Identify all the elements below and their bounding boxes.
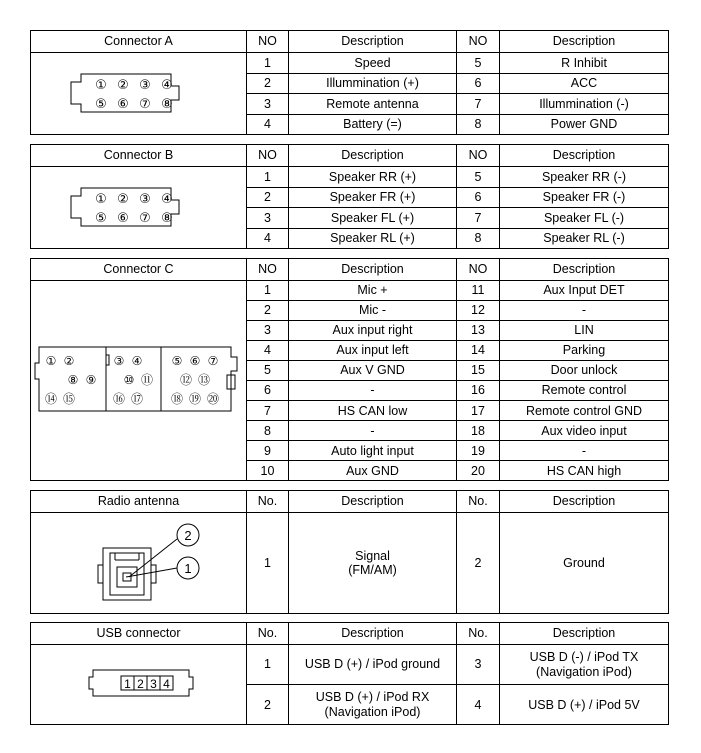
pin-no: 1 [247, 167, 289, 188]
pin-12: ⑫ [179, 373, 193, 387]
pin-3: 3 [150, 677, 157, 691]
pin-description: Speaker FL (+) [289, 208, 457, 229]
pin-2: ② [63, 354, 75, 368]
desc-line: (Navigation iPod) [324, 704, 421, 719]
desc-line: USB D (+) / iPod ground [304, 657, 441, 672]
pin-11: ⑪ [140, 373, 154, 387]
pin-3: ③ [139, 78, 151, 93]
pin-no: 5 [247, 361, 289, 381]
pin-no: 20 [457, 461, 500, 481]
pin-description: - [500, 441, 669, 461]
pin-no: 8 [247, 421, 289, 441]
pin-description: - [289, 421, 457, 441]
connector-b-table [30, 144, 669, 249]
pin-description: Aux video input [500, 421, 669, 441]
pin-no: 18 [457, 421, 500, 441]
header-description: Description [289, 31, 457, 53]
header-description: Description [500, 259, 669, 281]
pin-no: 5 [457, 53, 500, 74]
pin-description: Auto light input [289, 441, 457, 461]
pin-description [500, 645, 669, 685]
desc-line: USB D (-) / iPod TX [529, 650, 639, 665]
pin-description: Power GND [500, 114, 669, 135]
pin-description [500, 685, 669, 725]
pin-7: ⑦ [139, 211, 151, 226]
pin-no: 1 [247, 513, 289, 614]
header-no: No. [457, 491, 500, 513]
pin-no: 3 [247, 321, 289, 341]
pin-6: ⑥ [117, 211, 129, 226]
pin-description: Aux V GND [289, 361, 457, 381]
pin-no: 15 [457, 361, 500, 381]
usb-connector-table [30, 622, 669, 725]
header-description: Description [289, 145, 457, 167]
pin-description: Illummination (+) [289, 73, 457, 94]
pin-no: 13 [457, 321, 500, 341]
pin-20: ⑳ [206, 392, 220, 406]
pin-2: ② [117, 78, 129, 93]
pin-18: ⑱ [170, 392, 184, 406]
desc-line: Signal [355, 548, 390, 563]
pin-no: 6 [457, 187, 500, 208]
pin-description: LIN [500, 321, 669, 341]
header-no: NO [247, 31, 289, 53]
pin-8: ⑧ [161, 97, 173, 112]
pin-description: Aux input right [289, 321, 457, 341]
pin-5: ⑤ [95, 97, 107, 112]
pin-no: 4 [457, 685, 500, 725]
pin-description: ACC [500, 73, 669, 94]
pin-1: ① [95, 78, 107, 93]
header-description: Description [500, 491, 669, 513]
header-description: Description [289, 623, 457, 645]
radio-antenna-table [30, 490, 669, 614]
pin-16: ⑯ [112, 392, 126, 406]
pin-description: R Inhibit [500, 53, 669, 74]
pin-no: 19 [457, 441, 500, 461]
pin-4: 4 [163, 677, 170, 691]
pin-1: ① [95, 192, 107, 207]
pin-description [289, 513, 457, 614]
pin-no: 3 [247, 208, 289, 229]
pin-no: 7 [457, 94, 500, 115]
pin-no: 8 [457, 114, 500, 135]
header-no: No. [247, 491, 289, 513]
pin-8: ⑧ [67, 373, 79, 387]
pin-description: Speed [289, 53, 457, 74]
pin-no: 1 [247, 645, 289, 685]
pin-no: 2 [247, 301, 289, 321]
pin-no: 12 [457, 301, 500, 321]
pin-description: Ground [500, 513, 669, 614]
pin-no: 2 [247, 73, 289, 94]
header-no: NO [247, 145, 289, 167]
usb-connector-title: USB connector [31, 623, 247, 645]
pin-no: 6 [247, 381, 289, 401]
pin-no: 2 [247, 685, 289, 725]
pin-description: - [289, 381, 457, 401]
pin-no: 1 [247, 53, 289, 74]
pin-no: 5 [457, 167, 500, 188]
connector-c-title: Connector C [31, 259, 247, 281]
pin-no: 4 [247, 341, 289, 361]
pin-description: - [500, 301, 669, 321]
pin-17: ⑰ [130, 392, 144, 406]
desc-line: USB D (+) / iPod 5V [528, 697, 640, 712]
pin-no: 8 [457, 228, 500, 249]
connector-a-drawing [31, 53, 247, 131]
pin-no: 16 [457, 381, 500, 401]
header-no: No. [247, 623, 289, 645]
header-description: Description [500, 31, 669, 53]
pin-5: ⑤ [95, 211, 107, 226]
pin-description: Remote control [500, 381, 669, 401]
pin-no: 9 [247, 441, 289, 461]
pin-no: 6 [457, 73, 500, 94]
pin-4: ④ [161, 78, 173, 93]
pin-no: 11 [457, 281, 500, 301]
radio-antenna-title: Radio antenna [31, 491, 247, 513]
pin-6: ⑥ [117, 97, 129, 112]
connector-a-table [30, 30, 669, 135]
pin-15: ⑮ [62, 392, 76, 406]
header-description: Description [289, 491, 457, 513]
pin-description: Speaker FR (-) [500, 187, 669, 208]
pin-14: ⑭ [44, 392, 58, 406]
radio-antenna-drawing [31, 513, 247, 610]
pin-no: 2 [457, 513, 500, 614]
pin-description [289, 685, 457, 725]
pin-description: Aux Input DET [500, 281, 669, 301]
pin-9: ⑨ [85, 373, 97, 387]
pin-no: 7 [247, 401, 289, 421]
connector-b-drawing [31, 167, 247, 245]
header-no: No. [457, 623, 500, 645]
pin-1: 1 [124, 677, 131, 691]
pin-description: Illummination (-) [500, 94, 669, 115]
pin-description: Door unlock [500, 361, 669, 381]
pin-description: Remote antenna [289, 94, 457, 115]
desc-line: USB D (+) / iPod RX [315, 690, 430, 705]
pin-3: ③ [139, 192, 151, 207]
desc-line: (FM/AM) [348, 563, 397, 578]
pin-4: ④ [161, 192, 173, 207]
pin-5: ⑤ [171, 354, 183, 368]
pin-description: Aux input left [289, 341, 457, 361]
pin-no: 3 [247, 94, 289, 115]
pin-3: ③ [113, 354, 125, 368]
pin-10: ⑩ [123, 373, 135, 387]
connector-c-drawing [31, 281, 247, 477]
pin-no: 7 [457, 208, 500, 229]
header-no: NO [247, 259, 289, 281]
pin-7: ⑦ [139, 97, 151, 112]
header-no: NO [457, 145, 500, 167]
callout-2: 2 [184, 528, 192, 543]
callout-1: 1 [184, 561, 192, 576]
pin-description: Aux GND [289, 461, 457, 481]
pin-description: Mic + [289, 281, 457, 301]
pin-description: Parking [500, 341, 669, 361]
connector-c-table [30, 258, 669, 481]
pin-19: ⑲ [188, 392, 202, 406]
pin-description: Battery (=) [289, 114, 457, 135]
radio-antenna-diagram [31, 513, 247, 614]
pin-description [289, 645, 457, 685]
connector-b-title: Connector B [31, 145, 247, 167]
header-no: NO [457, 31, 500, 53]
pin-no: 10 [247, 461, 289, 481]
usb-connector-diagram [31, 645, 247, 725]
pin-description: Speaker RL (-) [500, 228, 669, 249]
pin-description: Speaker FR (+) [289, 187, 457, 208]
pin-description: Speaker RR (-) [500, 167, 669, 188]
pin-description: Mic - [289, 301, 457, 321]
connector-b-diagram [31, 167, 247, 249]
pin-no: 2 [247, 187, 289, 208]
pin-no: 3 [457, 645, 500, 685]
header-description: Description [289, 259, 457, 281]
pin-6: ⑥ [189, 354, 201, 368]
pin-description: Speaker RL (+) [289, 228, 457, 249]
pin-2: ② [117, 192, 129, 207]
pin-description: HS CAN low [289, 401, 457, 421]
pin-no: 4 [247, 228, 289, 249]
usb-connector-drawing [31, 645, 247, 721]
pin-7: ⑦ [207, 354, 219, 368]
header-description: Description [500, 623, 669, 645]
connector-c-diagram [31, 281, 247, 481]
pin-description: HS CAN high [500, 461, 669, 481]
pin-13: ⑬ [197, 373, 211, 387]
pin-8: ⑧ [161, 211, 173, 226]
pin-2: 2 [137, 677, 144, 691]
pin-description: Remote control GND [500, 401, 669, 421]
connector-a-title: Connector A [31, 31, 247, 53]
pin-description: Speaker FL (-) [500, 208, 669, 229]
header-description: Description [500, 145, 669, 167]
pin-no: 14 [457, 341, 500, 361]
pin-no: 1 [247, 281, 289, 301]
pin-1: ① [45, 354, 57, 368]
pin-no: 17 [457, 401, 500, 421]
desc-line: (Navigation iPod) [536, 664, 632, 679]
pin-description: Speaker RR (+) [289, 167, 457, 188]
pin-no: 4 [247, 114, 289, 135]
pin-4: ④ [131, 354, 143, 368]
header-no: NO [457, 259, 500, 281]
connector-a-diagram [31, 53, 247, 135]
